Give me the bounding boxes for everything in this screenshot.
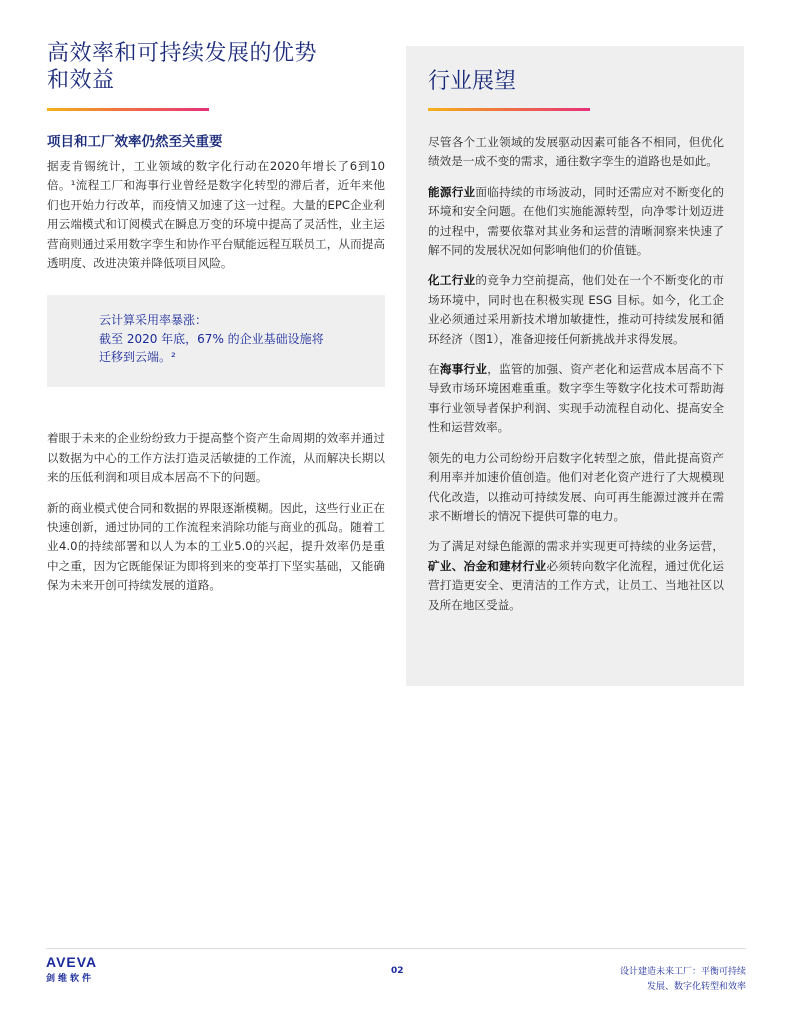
industry-outlook-panel (406, 46, 744, 686)
mining-industry-prefix: 为了满足对绿色能源的需求并实现更可持续的业务运营， (428, 539, 724, 554)
aveva-logo (46, 954, 97, 984)
mining-industry-label: 矿业、冶金和建材行业 (428, 558, 547, 573)
document-title-line2: 发展、数字化转型和效率 (646, 982, 746, 992)
mining-industry-text: 必须转向数字化流程，通过优化运营打造更安全、更清洁的工作方式，让员工、当地社区以及所在地区受益。 (428, 558, 724, 612)
body-paragraph-3: 新的商业模式使合同和数据的界限逐渐模糊。因此，这些行业正在快速创新，通过协同的工作流程来消除功能与商业的孤岛。随着工业4.0的持续部署和以人为本的工业5.0的兴起，提升效率仍是重中之重，因为它既能保证为即将到来的变革打下坚实基础，又能确保为未来开创可持续发展的道路。 (47, 500, 385, 593)
outlook-paragraph-mining (428, 537, 724, 615)
stat-callout (47, 295, 385, 387)
callout-line1: 云计算采用率暴涨： (99, 313, 208, 328)
marine-industry-text: ，监管的加强、资产老化和运营成本居高不下导致市场环境困难重重。数字孪生等数字化技术可帮助海事行业领导者保护利润、实现手动流程自动化、提高安全性和运营效率。 (428, 362, 724, 435)
energy-industry-text: 面临持续的市场波动，同时还需应对不断变化的环境和安全问题。在他们实施能源转型，向净零计划迈进的过程中，需要依靠对其业务和运营的清晰洞察来快速了解不同的发展状况如何影响他们的价值链。 (428, 184, 724, 258)
page-number: 02 (391, 966, 404, 976)
chemical-industry-label: 化工行业 (428, 273, 476, 288)
logo-wordmark: AVEVA (46, 954, 98, 970)
outlook-paragraph-marine (428, 360, 724, 438)
page-title-line1: 高效率和可持续发展的优势 (47, 41, 318, 66)
page-title-line2: 和效益 (47, 68, 115, 93)
section-heading: 项目和工厂效率仍然至关重要 (47, 134, 223, 150)
footer-divider (46, 948, 746, 949)
outlook-paragraph-1: 尽管各个工业领域的发展驱动因素可能各不相同，但优化绩效是一成不变的需求，通往数字孪生的道路也是如此。 (428, 135, 724, 169)
page-footer (46, 948, 746, 1008)
page-title (47, 40, 385, 94)
panel-gradient-rule (428, 108, 590, 111)
energy-industry-label: 能源行业 (428, 184, 476, 199)
callout-line3: 迁移到云端。² (99, 350, 176, 365)
body-paragraph-2: 着眼于未来的企业纷纷致力于提高整个资产生命周期的效率并通过以数据为中心的工作方法打造灵活敏捷的工作流，从而解决长期以来的压低利润和项目成本居高不下的问题。 (47, 431, 385, 485)
outlook-paragraph-power: 领先的电力公司纷纷开启数字化转型之旅，借此提高资产利用率并加速价值创造。他们对老化资产进行了大规模现代化改造，以推动可持续发展、向可再生能源过渡并在需求不断增长的情况下提供可靠的电力。 (428, 450, 724, 523)
marine-industry-label: 海事行业 (439, 362, 488, 377)
panel-title: 行业展望 (428, 69, 517, 94)
chemical-industry-text: 的竞争力空前提高，他们处在一个不断变化的市场环境中，同时也在积极实现 ESG 目标。如今，化工企业必须通过采用新技术增加敏捷性，推动可持续发展和循环经济（图1），准备迎接任何新挑战并求得发展。 (428, 273, 724, 346)
document-title (620, 965, 746, 995)
callout-line2: 截至 2020 年底，67% 的企业基础设施将 (99, 331, 324, 346)
logo-subtitle: 剑维软件 (46, 974, 95, 984)
body-paragraph-1: 据麦肯锡统计，工业领域的数字化行动在2020年增长了6到10倍。¹流程工厂和海事行业曾经是数字化转型的滞后者，近年来他们也开始力行改革，而疫情又加速了这一过程。大量的EPC企业利用云端模式和订阅模式在瞬息万变的环境中提高了灵活性，业主运营商则通过采用数字孪生和协作平台赋能远程互联员工，从而提高透明度、改进决策并降低项目风险。 (47, 159, 385, 271)
outlook-paragraph-energy (428, 183, 724, 261)
title-gradient-rule (47, 108, 209, 111)
outlook-paragraph-chemical (428, 271, 724, 349)
left-column (47, 40, 385, 596)
document-title-line1: 设计建造未来工厂：平衡可持续 (619, 967, 746, 977)
marine-industry-prefix: 在 (428, 362, 440, 377)
